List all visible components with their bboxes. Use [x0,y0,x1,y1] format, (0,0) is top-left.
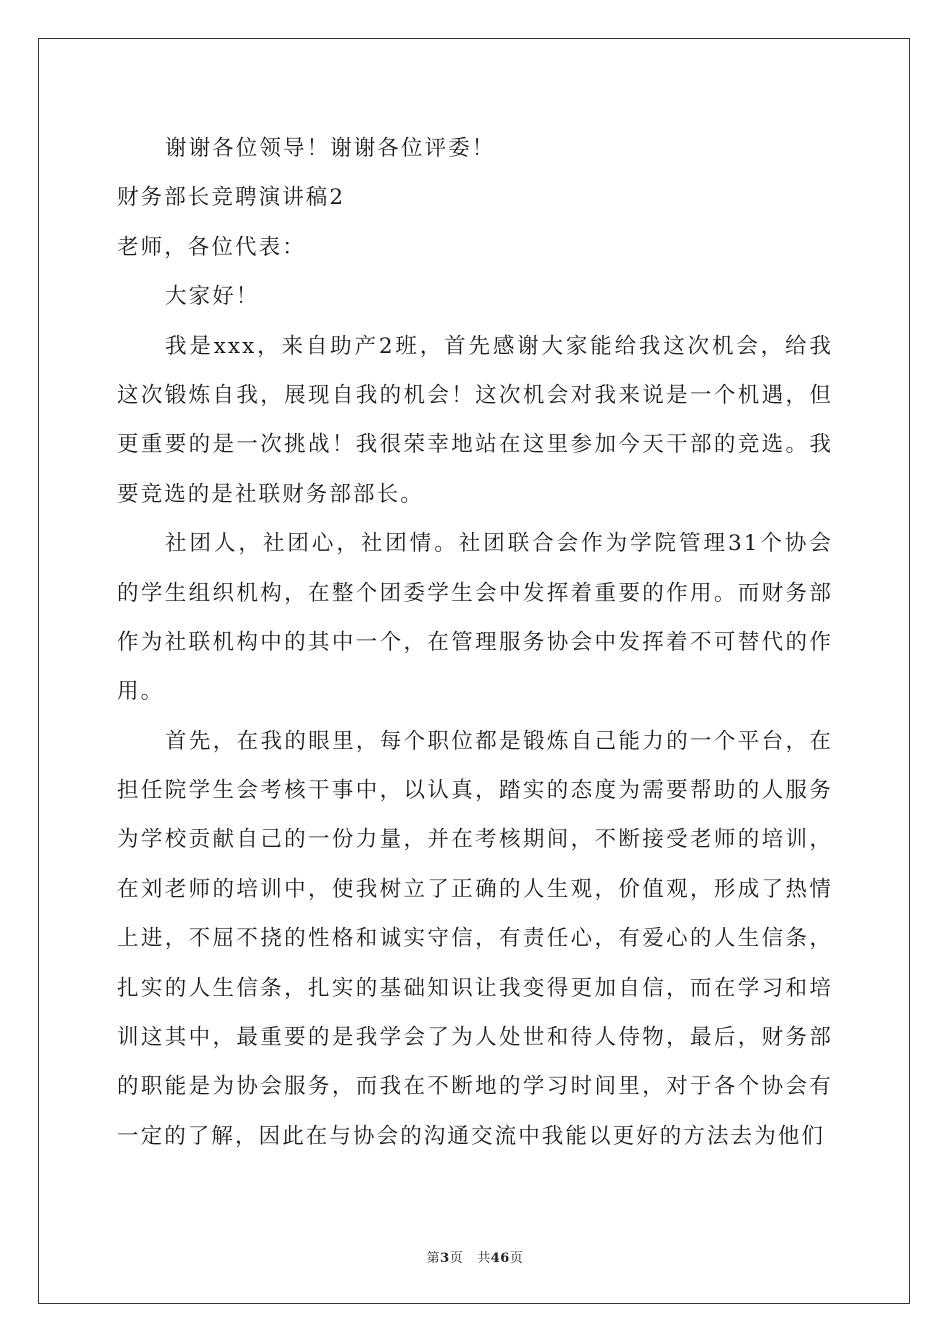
text-line: 财务部长竞聘演讲稿2 [117,185,346,211]
page-footer [0,1247,950,1266]
text-line: 作为社联机构中的其中一个，在管理服务协会中发挥着不可替代的作 [117,629,833,655]
text-line: 扎实的人生信条，扎实的基础知识让我变得更加自信，而在学习和培 [117,975,833,1001]
text-line: 大家好！ [165,284,260,310]
text-line: 担任院学生会考核干事中，以认真，踏实的态度为需要帮助的人服务 [117,778,833,804]
text-line: 我是xxx，来自助产2班，首先感谢大家能给我这次机会，给我 [165,333,833,359]
paragraph [117,519,833,717]
text-line: 为学校贡献自己的一份力量，并在考核期间，不断接受老师的培训， [117,827,833,853]
page-number: 3 [440,1251,450,1266]
text-line: 老师，各位代表： [117,234,306,260]
text-line: 用。 [117,679,165,705]
paragraph [117,717,833,1162]
paragraph [117,223,833,272]
text-line: 的职能是为协会服务，而我在不断地的学习时间里，对于各个协会有 [117,1074,833,1100]
text-line: 训这其中，最重要的是我学会了为人处世和待人侍物，最后，财务部 [117,1025,833,1051]
paragraph [117,272,833,321]
page-prefix: 第 [426,1251,441,1266]
total-pages: 46 [490,1251,510,1266]
paragraph [117,322,833,520]
text-line: 要竞选的是社联财务部部长。 [117,481,424,507]
text-line: 上进，不屈不挠的性格和诚实守信，有责任心，有爱心的人生信条， [117,926,833,952]
paragraph [117,124,833,173]
total-suffix: 页 [509,1251,524,1266]
text-line: 社团人，社团心，社团情。社团联合会作为学院管理31个协会 [165,531,833,557]
text-line: 谢谢各位领导！谢谢各位评委！ [165,136,496,161]
text-line: 在刘老师的培训中，使我树立了正确的人生观，价值观，形成了热情 [117,876,833,902]
text-line: 一定的了解，因此在与协会的沟通交流中我能以更好的方法去为他们 [117,1123,826,1149]
text-line: 的学生组织机构，在整个团委学生会中发挥着重要的作用。而财务部 [117,580,833,606]
page-suffix: 页 [449,1251,464,1266]
text-line: 这次锻炼自我，展现自我的机会！这次机会对我来说是一个机遇，但 [117,382,833,408]
text-line: 首先，在我的眼里，每个职位都是锻炼自己能力的一个平台，在 [165,728,833,754]
total-prefix: 共 [477,1251,491,1266]
document-body [117,124,833,1161]
paragraph [117,173,833,222]
text-line: 更重要的是一次挑战！我很荣幸地站在这里参加今天干部的竞选。我 [117,432,833,458]
